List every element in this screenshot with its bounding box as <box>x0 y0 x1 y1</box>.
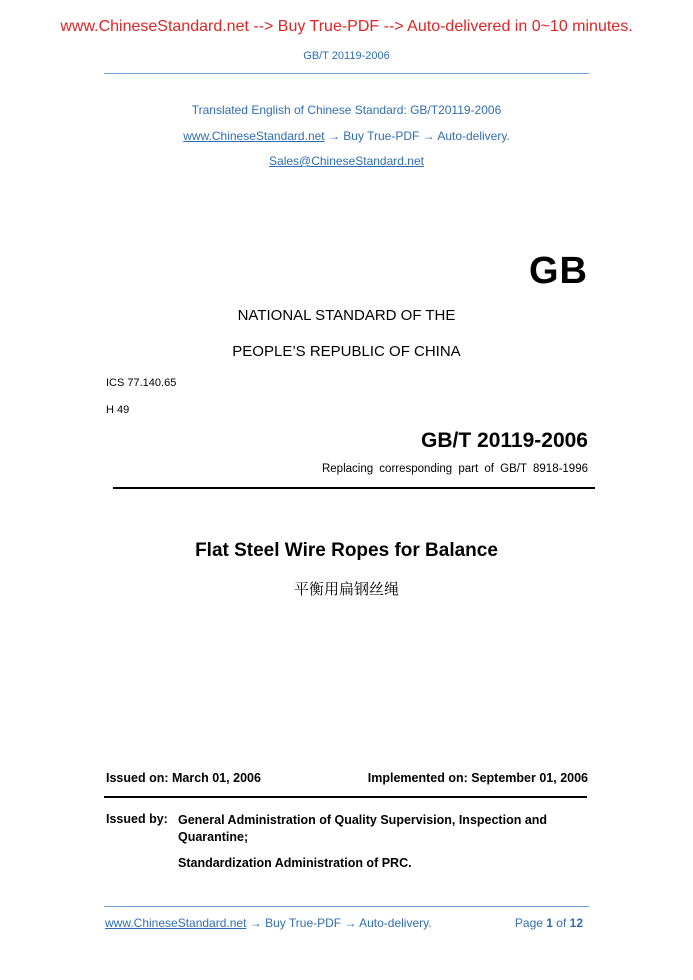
page-indicator <box>515 916 583 930</box>
footer-site-line <box>105 916 432 930</box>
issued-on-date: Issued on: March 01, 2006 <box>106 771 261 785</box>
page-total: 12 <box>569 916 583 930</box>
standard-number: GB/T 20119-2006 <box>421 429 588 452</box>
footer-divider <box>104 906 589 907</box>
national-standard-line-1: NATIONAL STANDARD OF THE <box>237 307 456 324</box>
footer-site-link[interactable]: www.ChineseStandard.net <box>105 916 247 930</box>
footer-site-rest: → Buy True-PDF → Auto-delivery. <box>246 916 432 930</box>
sales-email-link[interactable]: Sales@ChineseStandard.net <box>269 154 424 168</box>
ics-code: ICS 77.140.65 <box>106 377 177 389</box>
intro-site-rest: → Buy True-PDF → Auto-delivery. <box>324 129 510 143</box>
header-divider <box>104 73 589 74</box>
issued-by-label: Issued by: <box>106 812 168 826</box>
intro-email-line <box>0 154 693 168</box>
replacing-note: Replacing corresponding part of GB/T 8918-1996 <box>321 463 588 475</box>
dates-divider <box>104 796 587 798</box>
issuer-2: Standardization Administration of PRC. <box>178 856 412 870</box>
intro-site-line <box>0 129 693 143</box>
national-standard-line-2: PEOPLE’S REPUBLIC OF CHINA <box>232 343 461 360</box>
banner-text[interactable]: www.ChineseStandard.net --> Buy True-PDF --> Auto-delivered in 0~10 minutes. <box>60 18 633 35</box>
page-current: 1 <box>546 916 553 930</box>
issuer-1: General Administration of Quality Supervision, Inspection and Quarantine; <box>178 813 548 844</box>
page-label: Page <box>514 916 547 930</box>
title-chinese: 平衡用扁钢丝绳 <box>293 580 399 598</box>
intro-site-link[interactable]: www.ChineseStandard.net <box>183 129 325 143</box>
header-standard-code: GB/T 20119-2006 <box>303 50 390 62</box>
classification-code: H 49 <box>106 404 130 416</box>
title-english: Flat Steel Wire Ropes for Balance <box>195 540 498 561</box>
top-banner[interactable] <box>0 18 693 36</box>
implemented-on-date: Implemented on: September 01, 2006 <box>367 771 588 785</box>
gb-mark: GB <box>529 250 588 292</box>
page-of: of <box>552 916 570 930</box>
title-divider <box>113 487 595 489</box>
translated-note: Translated English of Chinese Standard: GB/T20119-2006 <box>191 103 502 117</box>
